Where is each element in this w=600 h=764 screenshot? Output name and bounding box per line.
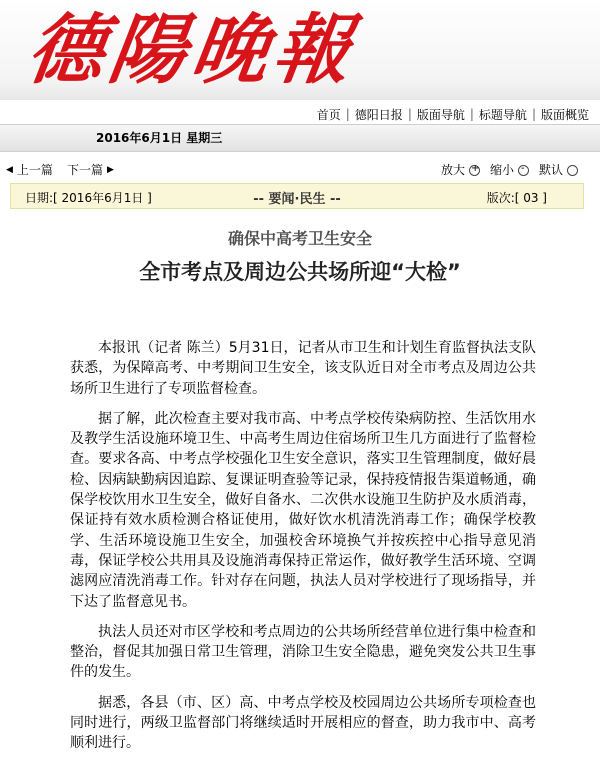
issue-date: 2016年6月1日 星期三	[96, 131, 223, 145]
article-paragraph: 据悉，各县（市、区）高、中考点学校及校园周边公共场所专项检查也同时进行，两级卫监督部门将继续适时开展相应的督查，助力我市中、高考顺利进行。	[70, 694, 536, 752]
default-size-button[interactable]	[539, 161, 578, 178]
zoom-in-icon	[469, 165, 480, 176]
zoom-out-button[interactable]	[490, 161, 529, 178]
nav-separator: |	[531, 107, 536, 121]
previous-article-button[interactable]	[6, 161, 53, 178]
nav-home-link[interactable]: 首页	[316, 107, 341, 122]
next-article-button[interactable]	[67, 161, 114, 178]
triangle-left-icon: ◀	[6, 164, 13, 175]
masthead	[0, 0, 600, 100]
top-navigation	[312, 104, 594, 124]
nav-separator: |	[345, 107, 350, 121]
nav-title-navigation-link[interactable]: 标题导航	[478, 107, 527, 122]
section-name: -- 要闻·民生 --	[253, 192, 341, 207]
edition-number: 版次:[ 03 ]	[486, 191, 547, 205]
nav-page-overview-link[interactable]: 版面概览	[540, 107, 589, 122]
date-bar	[0, 124, 600, 152]
next-article-label: 下一篇	[66, 163, 103, 177]
article-info-bar	[10, 183, 584, 209]
zoom-out-icon	[518, 165, 529, 176]
article-title: 全市考点及周边公共场所迎“大检”	[139, 260, 461, 284]
article-paragraph: 据了解，此次检查主要对我市高、中考点学校传染病防控、生活饮用水及教学生活设施环境卫生、中高考生周边住宿场所卫生几方面进行了监督检查。要求各高、中考点学校强化卫生安全意识，落实卫生管理制度，做好晨检、因病缺勤病因追踪、复课证明查验等记录，保持疫情报告渠道畅通，确保学校饮用水卫生安全，做好自备水、二次供水设施卫生防护及水质消毒，保证持有效水质检测合格证使用，做好饮水机清洗消毒工作；确保学校教学、生活环境设施卫生安全，加强校舍环境换气并按疾控中心指导意见消毒，保证学校公共用具及设施消毒保持正常运作，做好教学生活环境、空调滤网应清洗消毒工作。针对存在问题，执法人员对学校进行了现场指导，并下达了监督意见书。	[70, 410, 536, 610]
previous-article-label: 上一篇	[16, 163, 53, 177]
default-size-icon	[567, 165, 578, 176]
default-size-label: 默认	[538, 163, 563, 177]
nav-separator: |	[469, 107, 474, 121]
article-date: 日期:[ 2016年6月1日 ]	[25, 191, 152, 205]
nav-page-navigation-link[interactable]: 版面导航	[416, 107, 465, 122]
zoom-in-label: 放大	[440, 163, 465, 177]
article-body	[70, 338, 536, 764]
newspaper-logo: 德陽晚報	[21, 5, 363, 94]
zoom-in-button[interactable]	[441, 161, 480, 178]
article-paragraph: 本报讯（记者 陈兰）5月31日，记者从市卫生和计划生育监督执法支队获悉，为保障高考、中考期间卫生安全，该支队近日对全市考点及周边公共场所卫生进行了专项监督检查。	[70, 340, 536, 397]
zoom-out-label: 缩小	[489, 163, 514, 177]
article-subtitle: 确保中高考卫生安全	[227, 229, 372, 248]
nav-deyang-daily-link[interactable]: 德阳日报	[354, 107, 403, 122]
nav-separator: |	[407, 107, 412, 121]
article-navigation	[0, 158, 600, 180]
triangle-right-icon: ▶	[106, 164, 114, 175]
article-paragraph: 执法人员还对市区学校和考点周边的公共场所经营单位进行集中检查和整治，督促其加强日常卫生管理，消除卫生安全隐患，避免突发公共卫生事件的发生。	[70, 623, 536, 681]
